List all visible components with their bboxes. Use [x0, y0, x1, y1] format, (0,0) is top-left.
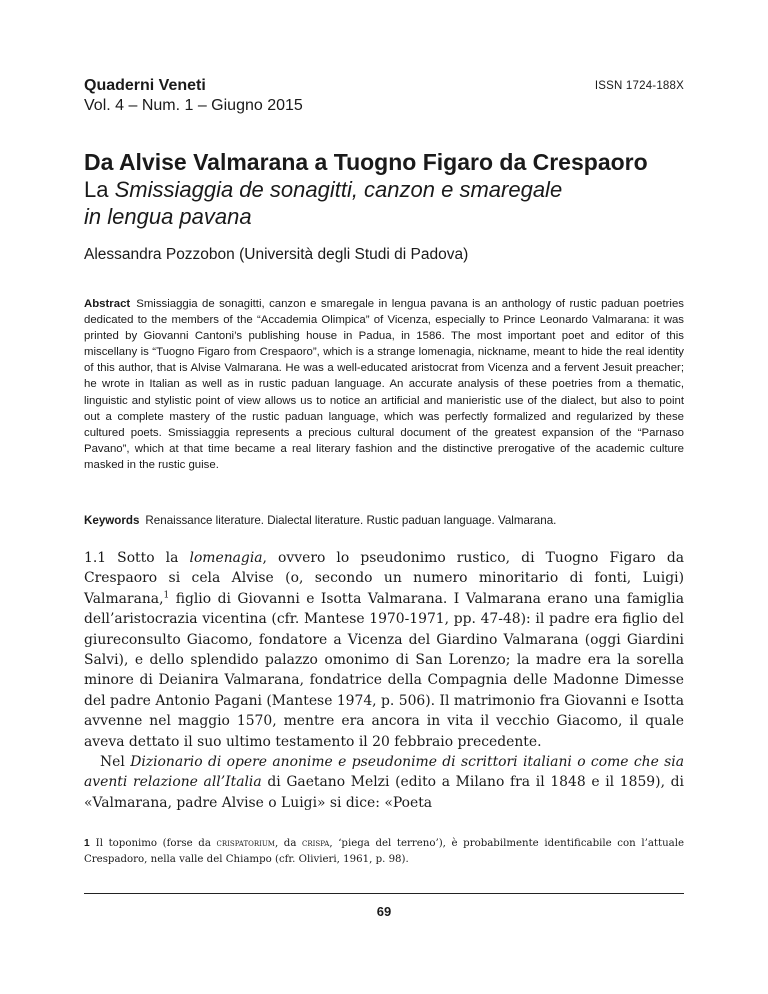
journal-header: [84, 76, 303, 116]
footer-rule: [84, 893, 684, 894]
subtitle-italic-1: Smissiaggia de sonagitti, canzon e smaregale: [114, 177, 563, 202]
article-title: Da Alvise Valmarana a Tuogno Figaro da Crespaoro: [84, 149, 648, 175]
abstract: [84, 296, 684, 473]
p2-text-a: Nel: [100, 754, 131, 771]
title-block: [84, 148, 694, 230]
journal-name: Quaderni Veneti: [84, 77, 206, 94]
subtitle-prefix: La: [84, 177, 115, 202]
footnote-text-b: , da: [274, 838, 303, 849]
p1-italic: lomenagia: [189, 550, 263, 566]
keywords: [84, 514, 684, 527]
article-subtitle: [84, 176, 694, 230]
paragraph-2: [84, 752, 684, 813]
subtitle-italic-2: in lengua pavana: [84, 204, 252, 229]
issn: ISSN 1724-188X: [594, 80, 684, 92]
page-number: 69: [376, 904, 392, 919]
footnote-text-a: Il toponimo (forse da: [95, 838, 217, 849]
footnote-smallcaps-1: crispatorium: [216, 838, 275, 849]
p1-text-c: figlio di Giovanni e Isotta Valmarana. I Valmarana erano una famiglia dell’aristocrazia vicentina (cfr. Mantese 1970-1971, pp. 47-48): il padre era figlio del giureconsulto Giacomo, fondatore a Vicenza del Giardino Valmarana (oggi Giardini Salvi), e dello splendido palazzo omonimo di San Lorenzo; la madre era la sorella minore di Deianira Valmarana, fondatrice della Compagnia delle Madonne Dimesse del padre Antonio Pagani (Mantese 1974, p. 506). Il matrimonio fra Giovanni e Isotta avvenne nel maggio 1570, mentre era ancora in vita il vecchio Giacomo, il quale aveva dettato il suo ultimo testamento il 20 febbraio precedente.: [84, 590, 684, 750]
keywords-label: Keywords: [84, 514, 140, 527]
paragraph-1: [84, 548, 684, 752]
journal-volume: Vol. 4 – Num. 1 – Giugno 2015: [84, 97, 303, 114]
p1-text-a: 1.1 Sotto la: [84, 550, 190, 566]
p1-text-b: , ovvero lo pseudonimo rustico, di Tuogno Figaro da Crespaoro si cela Alvise (o, secondo un numero minoritario di fonti, Luigi) Valmarana,: [84, 550, 684, 607]
p2-text-b: di Gaetano Melzi (edito a Milano fra il 1848 e il 1859), di «Valmarana, padre Alvise o Luigi» si dice: «Poeta: [84, 774, 684, 811]
footnote-number: 1: [84, 838, 90, 849]
body-text: [84, 548, 684, 813]
author: Alessandra Pozzobon (Università degli Studi di Padova): [84, 246, 469, 263]
abstract-label: Abstract: [84, 298, 131, 310]
footnote-text-c: , ‘piega del terreno’), è probabilmente identificabile con l’attuale Crespadoro, nella valle del Chiampo (cfr. Olivieri, 1961, p. 98).: [84, 838, 684, 865]
footnote-smallcaps-2: crispa: [302, 838, 330, 849]
abstract-text: Smissiaggia de sonagitti, canzon e smaregale in lengua pavana is an anthology of rustic paduan poetries dedicated to the members of the “Accademia Olimpica” of Vicenza, especially to Prince Leonardo Valmarana: it was printed by Giovanni Cantoni’s publishing house in Padua, in 1586. The most important poet and editor of this miscellany is “Tuogno Figaro from Crespaoro”, which is a strange lomenagia, nickname, meant to hide the real identity of this author, that is Alvise Valmarana. He was a well-educated aristocrat from Vicenza and a fervent Jesuit preacher; he wrote in Italian as well as in rustic paduan language. An accurate analysis of these poetries from a thematic, linguistic and stylistic point of view allows us to notice an artificial and manieristic use of the dialect, but also to point out a complete mastery of the rustic paduan language, which was perfectly formalized and regularized by these cultured poets. Smissiaggia represents a precious cultural document of the greatest expansion of the “Parnaso Pavano”, which at that time became a real literary fashion and the distinctive prerogative of the academic culture masked in the rustic guise.: [84, 298, 684, 471]
keywords-text: Renaissance literature. Dialectal literature. Rustic paduan language. Valmarana.: [145, 514, 557, 527]
footnote-ref-1[interactable]: 1: [163, 590, 170, 601]
footnote-1: [84, 836, 684, 867]
p2-italic: Dizionario di opere anonime e pseudonime di scrittori italiani o come che sia aventi relazione all’Italia: [84, 754, 685, 791]
